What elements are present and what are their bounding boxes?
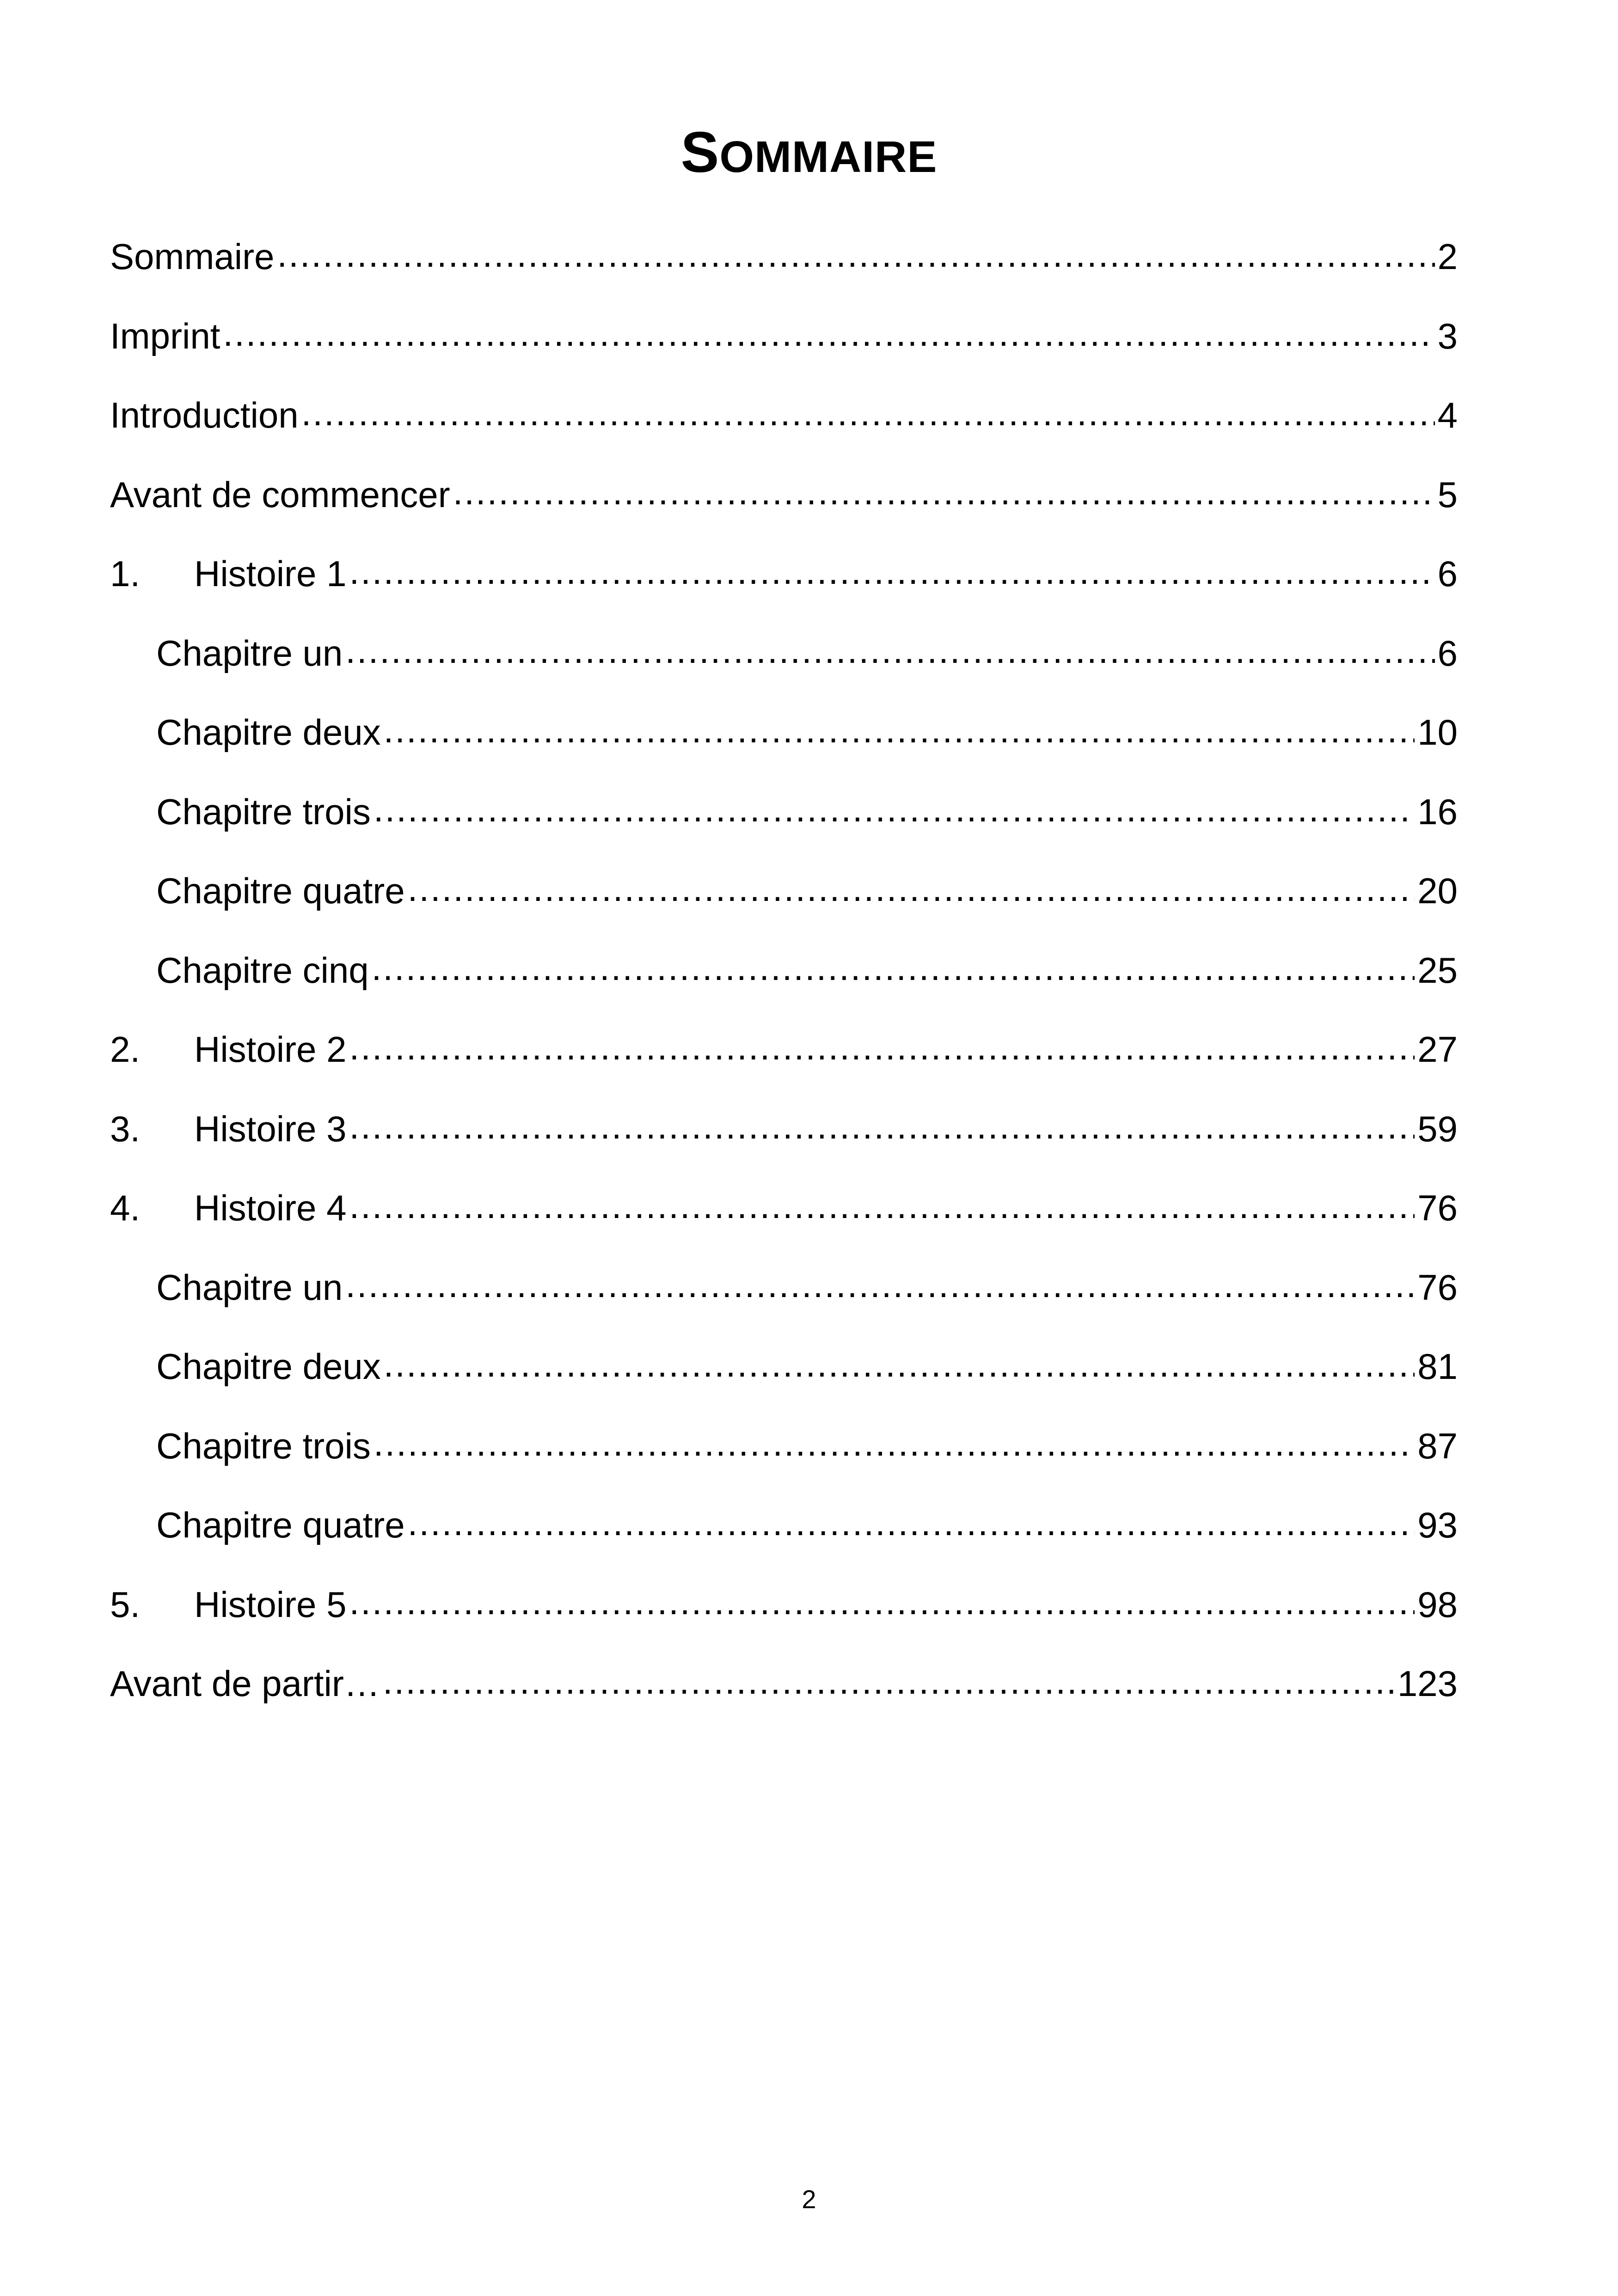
- toc-entry-page: 16: [1417, 791, 1458, 832]
- toc-entry[interactable]: [110, 534, 1458, 614]
- toc-entry[interactable]: [110, 851, 1458, 931]
- toc-entry-number: 4.: [110, 1188, 141, 1229]
- toc-entry-label: Chapitre trois: [156, 1425, 371, 1466]
- toc-entry-label: Histoire 2: [194, 1029, 347, 1070]
- page-title: [0, 118, 1618, 192]
- toc-entry-page: 123: [1397, 1663, 1458, 1704]
- toc-dot-leader: [408, 1507, 1415, 1543]
- toc-entry-page: 25: [1417, 949, 1458, 991]
- toc-entry[interactable]: [110, 1486, 1458, 1565]
- toc-entry-page: 59: [1417, 1108, 1458, 1149]
- toc-entry-label: Chapitre cinq: [156, 949, 369, 991]
- toc-dot-leader: [349, 1586, 1415, 1623]
- toc-entry[interactable]: [110, 217, 1458, 297]
- toc-entry-number: 5.: [110, 1584, 141, 1625]
- toc-dot-leader: [384, 715, 1415, 751]
- toc-entry[interactable]: [110, 376, 1458, 455]
- toc-entry[interactable]: [110, 1327, 1458, 1407]
- toc-entry[interactable]: [110, 772, 1458, 852]
- toc-entry-page: 5: [1437, 474, 1458, 515]
- toc-entry-page: 20: [1417, 870, 1458, 912]
- toc-entry-page: 98: [1417, 1584, 1458, 1625]
- toc-entry-label: Histoire 5: [194, 1584, 347, 1625]
- toc-dot-leader: [277, 239, 1434, 275]
- toc-entry-page: 76: [1417, 1188, 1458, 1229]
- toc-dot-leader: [349, 1190, 1415, 1226]
- toc-dot-leader: [345, 635, 1434, 671]
- toc-dot-leader: [345, 1269, 1415, 1305]
- toc-entry[interactable]: [110, 1407, 1458, 1486]
- toc-entry[interactable]: [110, 1248, 1458, 1328]
- page-number: 2: [802, 2185, 816, 2214]
- page-title-initial: S: [680, 121, 720, 184]
- toc-dot-leader: [453, 477, 1435, 513]
- toc-entry-label: Chapitre trois: [156, 791, 371, 832]
- toc-entry-label: Chapitre deux: [156, 712, 381, 753]
- toc-entry[interactable]: [110, 614, 1458, 693]
- toc-entry-label: Histoire 3: [194, 1108, 347, 1149]
- toc-entry-label: Introduction: [110, 395, 299, 436]
- toc-dot-leader: [374, 1428, 1415, 1464]
- toc-dot-leader: [223, 318, 1434, 354]
- toc-dot-leader: [383, 1666, 1395, 1702]
- toc-entry-number: 1.: [110, 553, 141, 594]
- toc-entry[interactable]: [110, 693, 1458, 772]
- toc-entry-page: 4: [1437, 395, 1458, 436]
- toc-entry-page: 6: [1437, 632, 1458, 673]
- toc-entry-page: 76: [1417, 1267, 1458, 1308]
- toc-entry[interactable]: [110, 931, 1458, 1010]
- toc-entry[interactable]: [110, 297, 1458, 376]
- toc-entry-label: Sommaire: [110, 236, 275, 277]
- toc-entry-label: Histoire 1: [194, 553, 347, 594]
- toc-entry-label: Chapitre un: [156, 632, 343, 673]
- toc-entry-page: 10: [1417, 712, 1458, 753]
- toc-entry-label: Chapitre quatre: [156, 1505, 405, 1546]
- toc-dot-leader: [408, 873, 1415, 909]
- toc-entry-page: 3: [1437, 315, 1458, 356]
- toc-entry-label: Imprint: [110, 315, 221, 356]
- toc-dot-leader: [301, 398, 1435, 434]
- toc-dot-leader: [374, 794, 1415, 830]
- toc-entry-number: 3.: [110, 1108, 141, 1149]
- toc-entry-label: Chapitre un: [156, 1267, 343, 1308]
- toc-dot-leader: [349, 556, 1434, 592]
- toc-entry-page: 87: [1417, 1425, 1458, 1466]
- toc-dot-leader: [372, 952, 1415, 988]
- toc-dot-leader: [384, 1349, 1415, 1385]
- toc-entry-page: 2: [1437, 236, 1458, 277]
- toc-entry-page: 6: [1437, 553, 1458, 594]
- page-title-rest: OMMAIRE: [719, 132, 938, 182]
- toc-entry-label: Chapitre deux: [156, 1346, 381, 1387]
- toc-entry[interactable]: [110, 1644, 1458, 1724]
- toc-entry[interactable]: [110, 1169, 1458, 1248]
- toc-entry-label: Avant de commencer: [110, 474, 450, 515]
- toc-entry-label: Avant de partir…: [110, 1663, 380, 1704]
- toc-entry[interactable]: [110, 1090, 1458, 1169]
- toc-entry-page: 27: [1417, 1029, 1458, 1070]
- toc-dot-leader: [349, 1111, 1415, 1147]
- toc-entry[interactable]: [110, 455, 1458, 535]
- toc-entry-page: 93: [1417, 1505, 1458, 1546]
- toc-dot-leader: [349, 1032, 1415, 1068]
- toc-entry[interactable]: [110, 1010, 1458, 1090]
- toc-entry-page: 81: [1417, 1346, 1458, 1387]
- toc-entry-number: 2.: [110, 1029, 141, 1070]
- table-of-contents: [110, 217, 1458, 1724]
- toc-entry[interactable]: [110, 1565, 1458, 1645]
- toc-entry-label: Histoire 4: [194, 1188, 347, 1229]
- toc-entry-label: Chapitre quatre: [156, 870, 405, 912]
